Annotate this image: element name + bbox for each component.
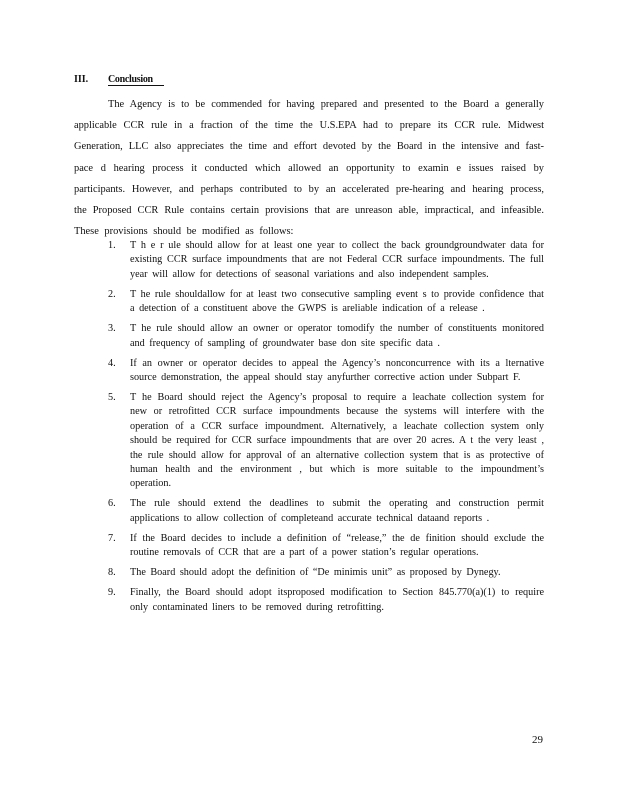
list-item-number: 5. <box>108 392 116 404</box>
list-item <box>108 566 544 580</box>
list-item-number: 7. <box>108 532 116 544</box>
list-item-number: 9. <box>108 587 116 599</box>
intro-text: The Agency is to be commended for having prepared and presented to the Board a generally applicable CCR rule in a fraction of the time the U.S.EPA had to prepare its CCR rule. Midwest Generation, LLC also appreciates the time and effort devoted by the Board in the intensive and fast-pace d hearing process it conducted which allowed an opportunity to examin e issues raised by participants. However, and perhaps contributed to by an accelerated pre-hearing and hearing process, the Proposed CCR Rule contains certain provisions that are unreason able, impractical, and infeasible. These provisions should be modified as follows: <box>74 99 544 238</box>
list-item-number: 6. <box>108 498 116 510</box>
list-item-text: If the Board decides to include a definition of “release,” the de finition should exclude the routine removals of CCR that are a part of a power station’s regular operations. <box>130 532 544 559</box>
list-item-number: 1. <box>108 240 116 251</box>
list-item <box>108 288 544 317</box>
list-item <box>108 532 544 561</box>
section-number: III. <box>74 74 89 85</box>
list-item <box>108 322 544 351</box>
list-item-text: The Board should adopt the definition of “De minimis unit” as proposed by Dynegy. <box>130 567 501 579</box>
recommendation-list <box>108 239 544 621</box>
page-number: 29 <box>532 734 543 746</box>
list-item <box>108 239 544 282</box>
list-item-text: T he rule should allow an owner or operator tomodify the number of constituents monitored and frequency of sampling of groundwater base don site specific data . <box>130 323 544 349</box>
section-heading <box>74 74 164 86</box>
list-item-number: 4. <box>108 357 116 369</box>
list-item-text: T h e r ule should allow for at least one year to collect the back groundgroundwater data for existing CCR surface impoundments that are not Federal CCR surface impoundments. The full year will allow for detections of seasonal variations and also independent samples. <box>130 240 544 280</box>
list-item-number: 3. <box>108 323 116 335</box>
list-item <box>108 497 544 526</box>
intro-paragraph <box>74 94 544 242</box>
list-item-text: The rule should extend the deadlines to submit the operating and construction permit applications to allow collection of completeand accurate technical dataand reports . <box>130 498 544 524</box>
section-title: Conclusion <box>108 74 164 86</box>
list-item-number: 8. <box>108 567 116 579</box>
list-item-text: T he rule shouldallow for at least two consecutive sampling event s to provide confidence that a detection of a constituent above the GWPS is areliable indication of a release . <box>130 288 544 315</box>
list-item <box>108 391 544 492</box>
list-item-text: Finally, the Board should adopt itsproposed modification to Section 845.770(a)(1) to require only contaminated liners to be removed during retrofitting. <box>130 587 544 613</box>
list-item <box>108 357 544 386</box>
list-item-text: If an owner or operator decides to appeal the Agency’s nonconcurrence with its a lternative source demonstration, the appeal should stay anyfurther corrective action under Subpart F. <box>130 357 544 384</box>
list-item-text: T he Board should reject the Agency’s proposal to require a leachate collection system for new or retrofitted CCR surface impoundments because the systems will interfere with the operation of a CCR surface impoundment. Alternatively, a leachate collection system only should be required for CCR surface impoundments that are over 20 acres. A t the very least , the rule should allow for approval of an alternative collection system that is as protective of human health and the environment , but which is more suitable to the impoundment’s operation. <box>130 392 544 490</box>
list-item-number: 2. <box>108 288 116 300</box>
list-item <box>108 586 544 615</box>
